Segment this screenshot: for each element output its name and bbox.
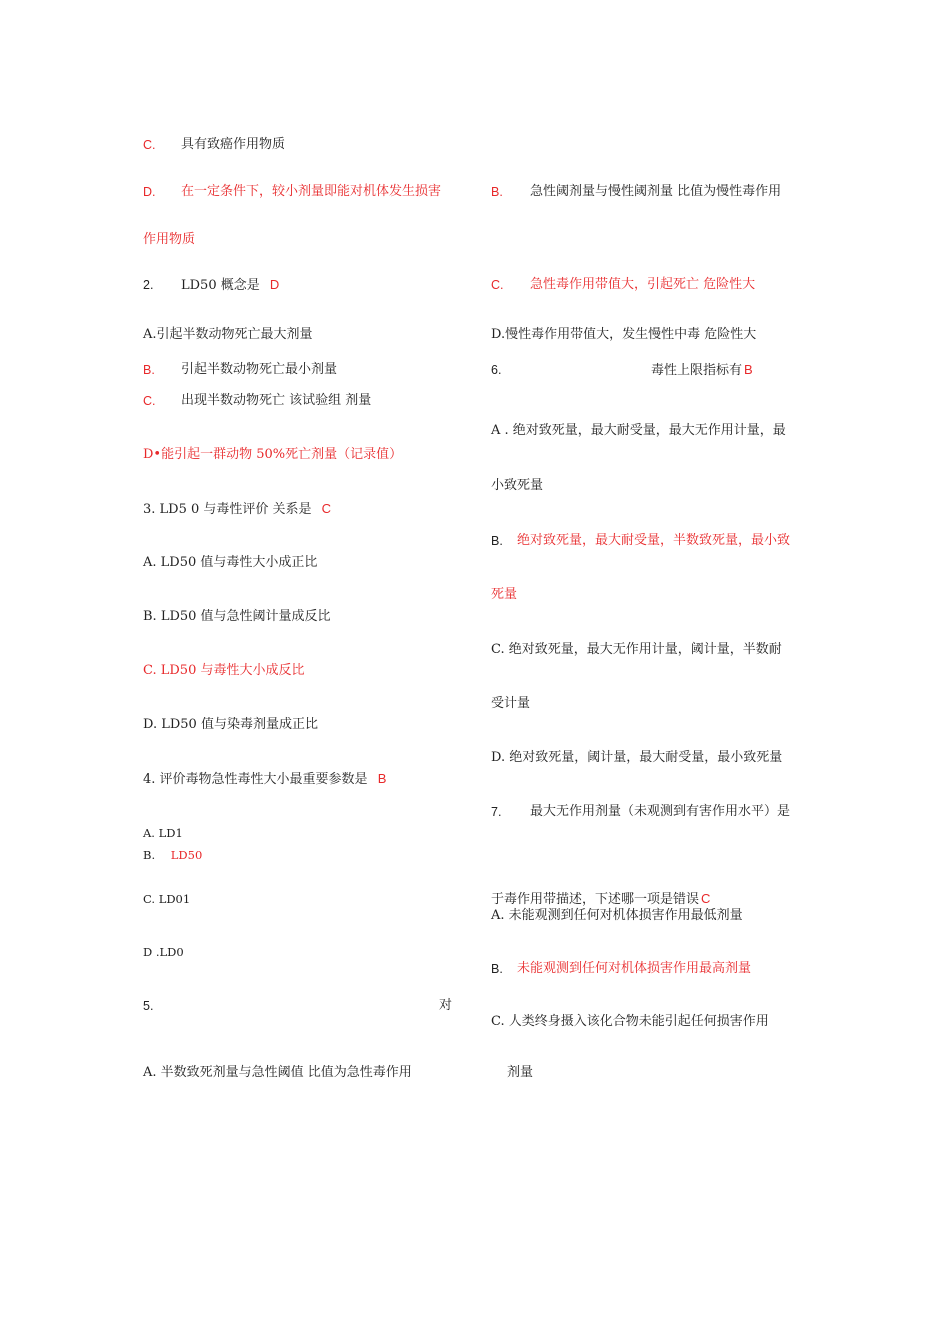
q3-question [143, 500, 331, 519]
option-d-label: D. [143, 185, 156, 199]
q2-option-a: A.引起半数动物死亡最大剂量 [143, 327, 313, 342]
q3-option-d: D. LD50 值与染毒剂量成正比 [143, 717, 318, 732]
q2-option-c: 出现半数动物死亡 该试验组 剂量 [181, 393, 372, 408]
q3-option-b: B. LD50 值与急性阈计量成反比 [143, 609, 331, 624]
q6-option-d: D. 绝对致死量，阈计量，最大耐受量，最小致死量 [491, 750, 783, 765]
q4-option-b-text: LD50 [170, 848, 203, 862]
q7-option-a: A. 未能观测到任何对机体损害作用最低剂量 [491, 908, 743, 923]
q7-option-b: 未能观测到任何对机体损害作用最高剂量 [517, 961, 752, 976]
q7-option-b-label: B. [491, 962, 503, 976]
q5-option-a: A. 半数致死剂量与急性阈值 比值为急性毒作用 [143, 1065, 412, 1080]
q5-number: 5. [143, 999, 154, 1013]
q5-option-d: D.慢性毒作用带值大，发生慢性中毒 危险性大 [491, 327, 757, 342]
q7-option-c: C. 人类终身摄入该化合物未能引起任何损害作用 [491, 1014, 769, 1029]
q6-option-a: A . 绝对致死量，最大耐受量，最大无作用计量，最 [491, 423, 786, 438]
q6-option-c-cont: 受计量 [491, 696, 531, 711]
q4-option-a: A. LD1 [143, 826, 183, 840]
q4-option-d: D .LD0 [143, 945, 184, 959]
q2-option-b: 引起半数动物死亡最小剂量 [181, 362, 338, 377]
q2-option-b-label: B. [143, 363, 155, 377]
q4-answer: B [377, 771, 387, 786]
q7-option-c-cont: 剂量 [507, 1065, 534, 1080]
q5-option-c-label: C. [491, 278, 504, 292]
option-c-label: C. [143, 138, 156, 152]
q2-number: 2. [143, 278, 154, 292]
q6-option-b-cont: 死量 [491, 587, 518, 602]
q4-option-c: C. LD01 [143, 892, 191, 906]
q2-question [181, 276, 279, 295]
q4-question [143, 770, 386, 789]
option-d-text-cont: 作用物质 [143, 232, 196, 247]
q6-question [651, 361, 753, 380]
q3-question-text: 3. LD5 0 与毒性评价 关系是 [143, 502, 312, 517]
q2-answer: D [269, 277, 280, 292]
q6-option-a-cont: 小致死量 [491, 478, 544, 493]
q6-option-b-label: B. [491, 534, 503, 548]
q7-number: 7. [491, 805, 502, 819]
q7-answer: C [701, 891, 711, 906]
q7-question: 最大无作用剂量（未观测到有害作用水平）是 [530, 804, 791, 819]
q2-option-c-label: C. [143, 394, 156, 408]
q7-question-cont-text: 于毒作用带描述，下述哪一项是错误 [491, 892, 700, 907]
q5-option-c: 急性毒作用带值大，引起死亡 危险性大 [530, 277, 756, 292]
q5-question-tail: 对 [439, 998, 453, 1013]
q3-option-a: A. LD50 值与毒性大小成正比 [143, 555, 318, 570]
q6-number: 6. [491, 363, 502, 377]
q2-question-text: LD50 概念是 [181, 278, 260, 293]
q3-answer: C [321, 501, 332, 516]
q5-option-b-label: B. [491, 185, 503, 199]
q4-option-b-label: B. [143, 848, 156, 862]
option-d-text: 在一定条件下，较小剂量即能对机体发生损害 [181, 184, 442, 199]
q6-question-text: 毒性上限指标有 [651, 363, 743, 378]
q5-option-b: 急性阈剂量与慢性阈剂量 比值为慢性毒作用 [530, 184, 782, 199]
q4-question-text: 4. 评价毒物急性毒性大小最重要参数是 [143, 772, 368, 787]
option-c-text: 具有致癌作用物质 [181, 137, 286, 152]
q2-option-d: D•能引起一群动物 50%死亡剂量（记录值） [143, 447, 403, 462]
q6-answer: B [744, 362, 753, 377]
q4-option-b [143, 846, 202, 864]
q3-option-c: C. LD50 与毒性大小成反比 [143, 663, 305, 678]
q6-option-c: C. 绝对致死量，最大无作用计量，阈计量，半数耐 [491, 642, 782, 657]
q6-option-b: 绝对致死量，最大耐受量，半数致死量，最小致 [517, 533, 791, 548]
